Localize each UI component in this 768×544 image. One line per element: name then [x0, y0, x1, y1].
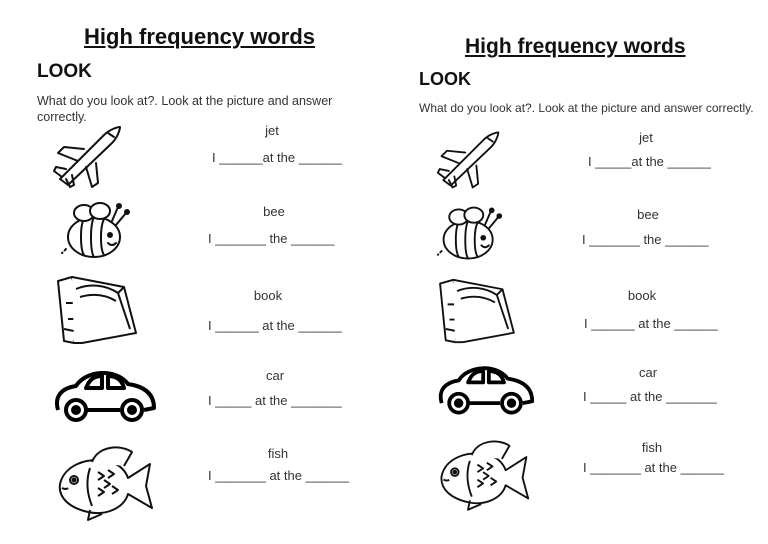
answer-sentence: I _____ at the _______ — [208, 393, 342, 408]
worksheet-title: High frequency words — [465, 35, 686, 58]
fish-icon — [436, 436, 532, 512]
car-icon — [436, 359, 536, 419]
worksheet-title: High frequency words — [84, 24, 316, 49]
answer-sentence: I ______ at the ______ — [208, 318, 342, 333]
answer-word: jet — [265, 123, 279, 138]
answer-sentence: I ______at the ______ — [212, 150, 343, 165]
answer-sentence: I _____at the ______ — [588, 154, 711, 169]
answer-word: jet — [639, 130, 653, 145]
answer-sentence: I _____ at the _______ — [583, 389, 717, 404]
answer-sentence: I _______ the ______ — [208, 231, 335, 246]
answer-word: bee — [263, 204, 285, 219]
worksheet-heading: LOOK — [419, 69, 471, 89]
answer-sentence: I ______ at the ______ — [584, 316, 718, 331]
answer-sentence: I _______ the ______ — [582, 232, 709, 247]
book-icon — [436, 276, 516, 346]
worksheet-heading: LOOK — [37, 61, 92, 82]
answer-word: fish — [267, 446, 289, 461]
answer-word: bee — [637, 207, 659, 222]
jet-icon — [436, 128, 502, 190]
answer-word: car — [638, 365, 658, 380]
worksheet-instruction: What do you look at?. Look at the picture and answer correctly. — [37, 94, 333, 124]
answer-word: book — [627, 288, 657, 303]
bee-icon — [436, 203, 504, 265]
worksheet-instruction: What do you look at?. Look at the picture and answer correctly. — [419, 101, 754, 115]
answer-sentence: I _______ at the ______ — [583, 460, 724, 475]
answer-word: car — [265, 368, 285, 383]
answer-word: book — [253, 288, 283, 303]
answer-word: fish — [641, 440, 663, 455]
answer-sentence: I _______ at the ______ — [208, 468, 349, 483]
